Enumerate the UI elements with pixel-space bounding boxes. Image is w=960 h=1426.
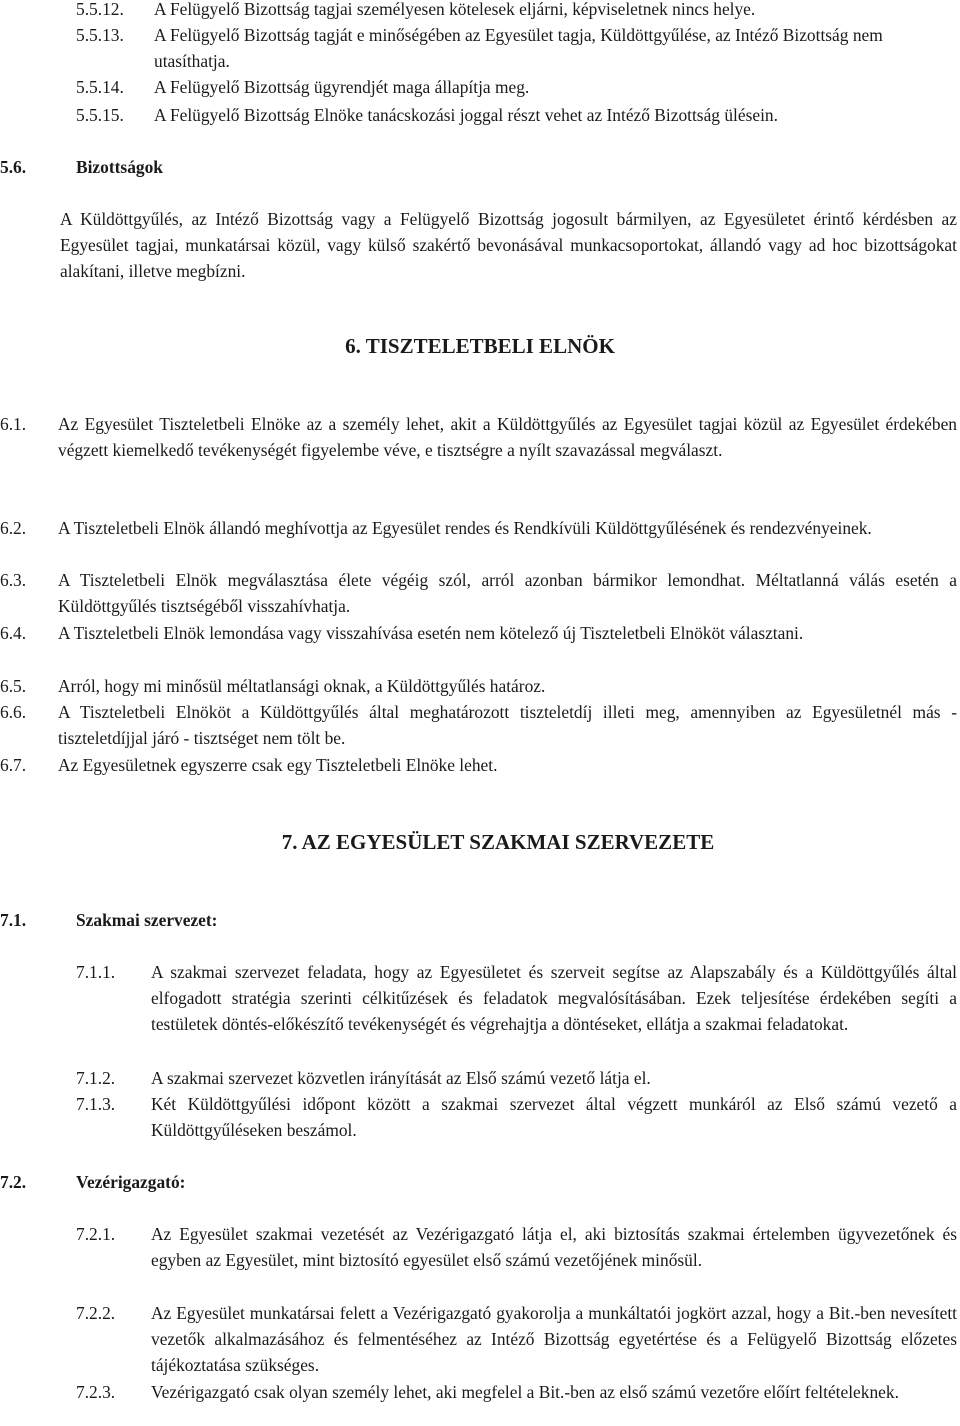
section-title: Bizottságok <box>76 157 163 177</box>
list-item <box>0 567 957 619</box>
section-heading <box>0 1169 400 1195</box>
paragraph: A Küldöttgyűlés, az Intéző Bizottság vagy a Felügyelő Bizottság jogosult bármilyen, az Egyesületet érintő kérdésben az Egyesület tagjai, munkatársai közül, vagy külső szakértő bevonásával munkacsoportokat, állandó vagy ad hoc bizottságokat alakítani, illetve megbízni. <box>60 209 957 282</box>
item-number: 7.1.3. <box>76 1094 116 1114</box>
item-number: 6.2. <box>0 518 27 538</box>
item-number: 5.5.12. <box>76 0 124 19</box>
item-number: 6.4. <box>0 623 27 643</box>
item-text: Az Egyesület Tiszteletbeli Elnöke az a személy lehet, akit a Küldöttgyűlés az Egyesület tagjai közül az Egyesület érdekében végzett kiemelkedő tevékenységét figyelembe véve, e tisztségre a nyílt szavazással megválaszt. <box>58 414 957 461</box>
item-text: A Tiszteletbeli Elnököt a Küldöttgyűlés által meghatározott tiszteletdíj illeti meg, amennyiben az Egyesületnél más - tiszteletdíjjal járó - tisztséget nem tölt be. <box>58 702 957 749</box>
list-item <box>0 752 957 778</box>
section-heading <box>0 907 400 933</box>
item-number: 6.1. <box>0 414 27 434</box>
list-item <box>76 1300 957 1379</box>
item-text: A Felügyelő Bizottság tagjai személyesen kötelesek eljárni, képviseletnek nincs helye. <box>154 0 756 19</box>
section-number: 7.2. <box>0 1172 27 1192</box>
item-text: A Tiszteletbeli Elnök megválasztása élete végéig szól, arról azonban bármikor lemondhat. Méltatlanná válás esetén a Küldöttgyűlés tisztségéből visszahívhatja. <box>58 570 957 617</box>
section-title: Szakmai szervezet: <box>76 910 218 930</box>
list-item <box>76 959 957 1038</box>
item-text: A Tiszteletbeli Elnök állandó meghívottja az Egyesület rendes és Rendkívüli Küldöttgyűlésének és rendezvényeinek. <box>58 518 872 538</box>
item-text: A szakmai szervezet közvetlen irányítását az Első számú vezető látja el. <box>151 1068 651 1088</box>
chapter-title: 7. AZ EGYESÜLET SZAKMAI SZERVEZETE <box>281 830 715 854</box>
section-title: Vezérigazgató: <box>76 1172 186 1192</box>
list-item <box>0 620 957 646</box>
item-text: Vezérigazgató csak olyan személy lehet, aki megfelel a Bit.-ben az első számú vezetőre előírt feltételeknek. <box>151 1382 899 1402</box>
list-item <box>76 102 958 128</box>
item-text: A Felügyelő Bizottság tagját e minőségében az Egyesület tagja, Küldöttgyűlése, az Intéző Bizottság nem utasíthatja. <box>154 25 883 72</box>
list-item <box>76 1221 957 1273</box>
item-number: 6.5. <box>0 676 27 696</box>
item-number: 6.6. <box>0 702 27 722</box>
item-text: A Felügyelő Bizottság Elnöke tanácskozási joggal részt vehet az Intéző Bizottság ülésein. <box>154 105 778 125</box>
chapter-title: 6. TISZTELETBELI ELNÖK <box>345 334 615 358</box>
section-number: 5.6. <box>0 157 27 177</box>
list-item <box>76 22 958 74</box>
section-number: 7.1. <box>0 910 27 930</box>
item-number: 7.2.2. <box>76 1303 116 1323</box>
item-number: 5.5.14. <box>76 77 124 97</box>
item-text: Arról, hogy mi minősül méltatlansági oknak, a Küldöttgyűlés határoz. <box>58 676 546 696</box>
item-number: 6.7. <box>0 755 27 775</box>
item-number: 5.5.13. <box>76 25 124 45</box>
item-text: Két Küldöttgyűlési időpont között a szakmai szervezet által végzett munkáról az Első számú vezető a Küldöttgyűléseken beszámol. <box>151 1094 957 1141</box>
item-text: A Tiszteletbeli Elnök lemondása vagy visszahívása esetén nem kötelező új Tiszteletbeli Elnököt választani. <box>58 623 804 643</box>
item-number: 7.1.1. <box>76 962 116 982</box>
item-text: Az Egyesület szakmai vezetését az Vezérigazgató látja el, aki biztosítás szakmai értelemben ügyvezetőnek és egyben az Egyesület, mint biztosító egyesület első számú vezetőjének minősül. <box>151 1224 957 1271</box>
item-number: 7.1.2. <box>76 1068 116 1088</box>
item-number: 7.2.3. <box>76 1382 116 1402</box>
list-item <box>76 74 958 100</box>
list-item <box>76 1379 957 1405</box>
item-number: 6.3. <box>0 570 27 590</box>
item-text: Az Egyesület munkatársai felett a Vezérigazgató gyakorolja a munkáltatói jogkört azzal, hogy a Bit.-ben nevesített vezetők alkalmazásához és felmentéséhez az Intéző Bizottság egyetértése és a Felügyelő Bizottság előzetes tájékoztatása szükséges. <box>151 1303 957 1376</box>
list-item <box>0 411 957 463</box>
list-item <box>76 1065 957 1091</box>
item-number: 7.2.1. <box>76 1224 116 1244</box>
item-text: A szakmai szervezet feladata, hogy az Egyesületet és szerveit segítse az Alapszabály és a Küldöttgyűlés által elfogadott stratégia szerinti célkitűzések és feladatok megvalósításában. Ezek teljesítése érdekében segíti a testületek döntés-előkészítő tevékenységét és végrehajtja a döntéseket, ellátja a szakmai feladatokat. <box>151 962 957 1035</box>
list-item <box>76 0 958 22</box>
list-item <box>76 1091 957 1143</box>
list-item <box>0 515 957 541</box>
list-item <box>0 699 957 751</box>
item-number: 5.5.15. <box>76 105 124 125</box>
section-heading <box>0 154 400 180</box>
item-text: Az Egyesületnek egyszerre csak egy Tiszteletbeli Elnöke lehet. <box>58 755 498 775</box>
list-item <box>0 673 957 699</box>
item-text: A Felügyelő Bizottság ügyrendjét maga állapítja meg. <box>154 77 530 97</box>
